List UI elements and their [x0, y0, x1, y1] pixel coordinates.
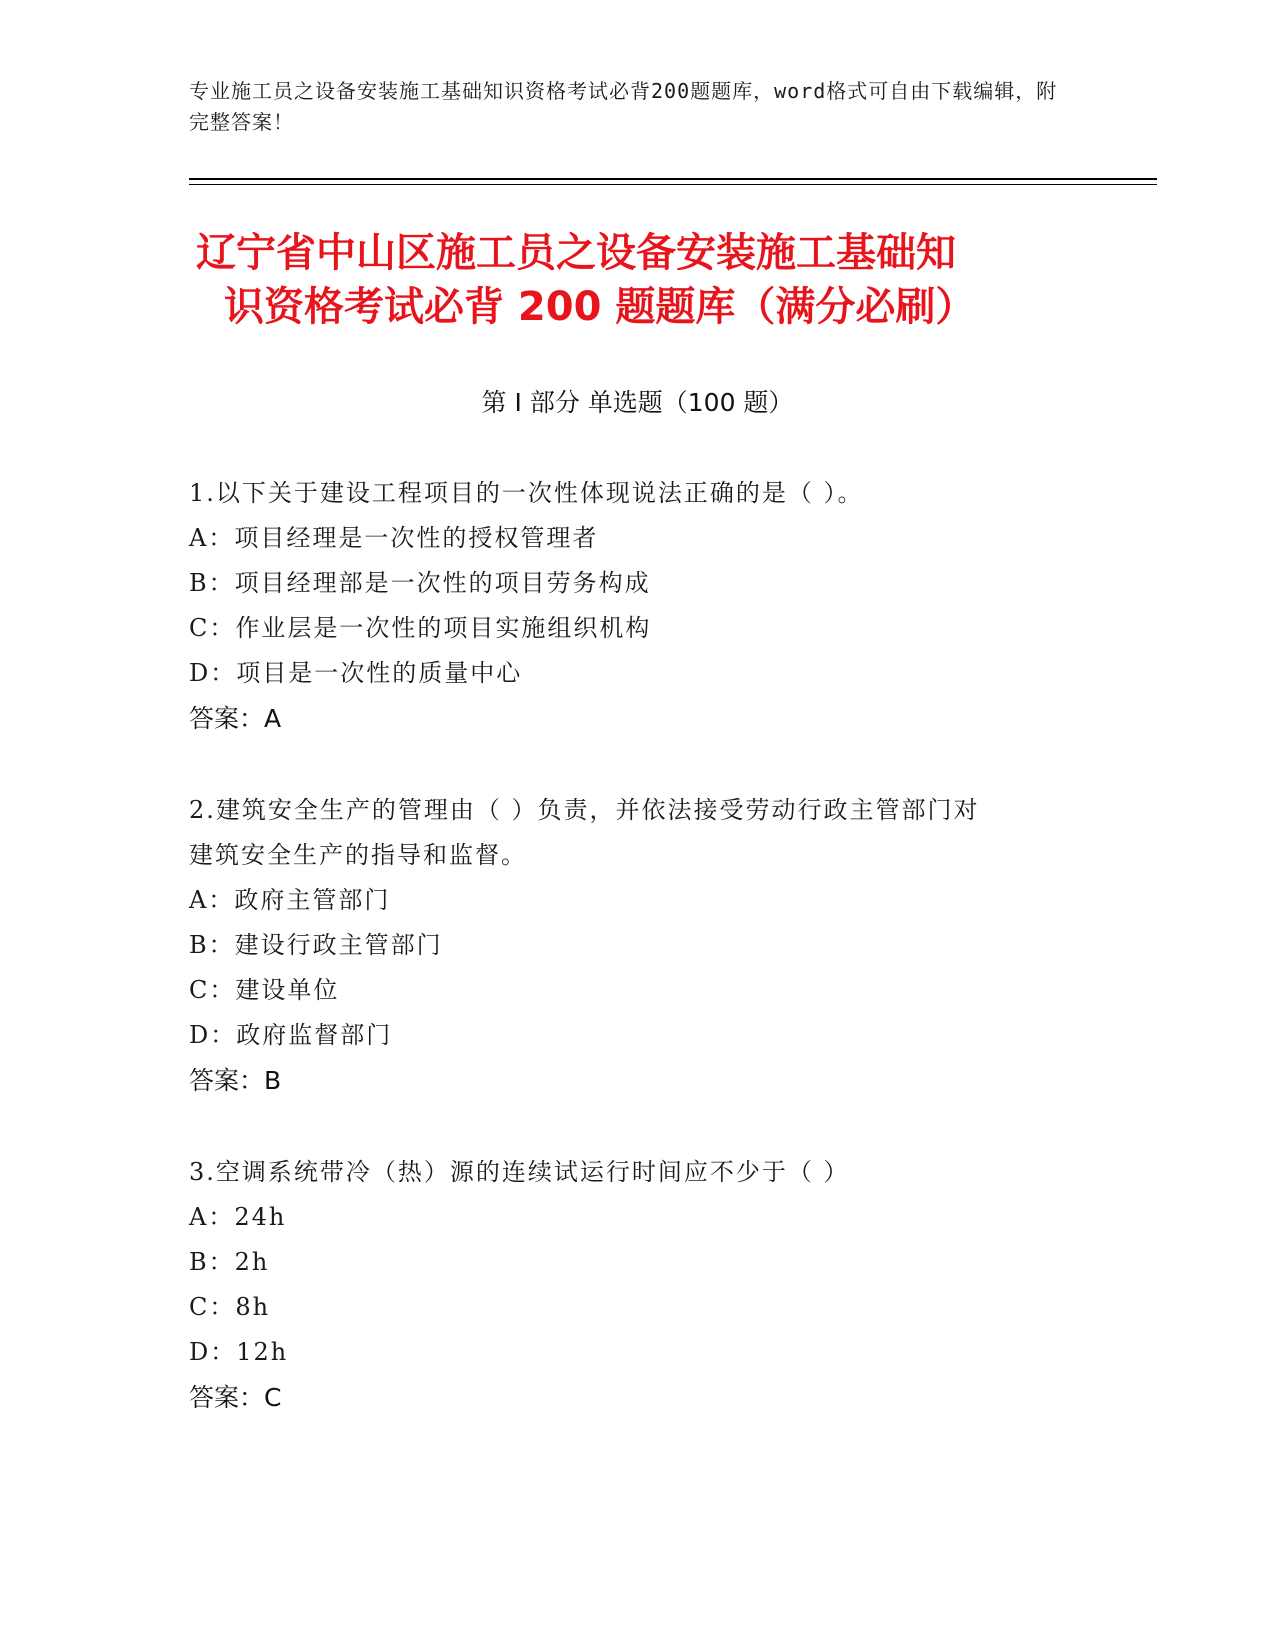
document-title-line-2: 识资格考试必背 200 题题库（满分必刷）	[224, 284, 976, 330]
question-stem	[189, 471, 1089, 516]
option-c: C：作业层是一次性的项目实施组织机构	[189, 614, 652, 642]
question-stem-line: 2.建筑安全生产的管理由（ ）负责，并依法接受劳动行政主管部门对	[189, 796, 980, 824]
option-c: C：8h	[189, 1293, 271, 1321]
option-a: A：项目经理是一次性的授权管理者	[189, 524, 599, 552]
option-b: B：建设行政主管部门	[189, 931, 443, 959]
question-stem-line: 3.空调系统带冷（热）源的连续试运行时间应不少于（ ）	[189, 1158, 850, 1186]
question-stem-line: 建筑安全生产的指导和监督。	[189, 841, 527, 869]
question-3	[189, 1150, 1089, 1420]
answer-label: 答案：C	[189, 1383, 282, 1412]
question-stem-line: 1.以下关于建设工程项目的一次性体现说法正确的是（ ）。	[189, 479, 864, 507]
document-title	[196, 226, 1096, 334]
option-d: D：政府监督部门	[189, 1021, 393, 1049]
option-c: C：建设单位	[189, 976, 340, 1004]
option-a: A：政府主管部门	[189, 886, 391, 914]
question-stem	[189, 788, 1089, 878]
answer-label: 答案：A	[189, 704, 282, 733]
question-1	[189, 471, 1089, 741]
option-d: D：项目是一次性的质量中心	[189, 659, 523, 687]
option-b: B：2h	[189, 1248, 270, 1276]
document-title-line-1: 辽宁省中山区施工员之设备安装施工基础知	[196, 230, 956, 276]
question-stem	[189, 1150, 1089, 1195]
section-heading: 第 I 部分 单选题（100 题）	[481, 388, 794, 417]
question-2	[189, 788, 1089, 1103]
answer-label: 答案：B	[189, 1066, 282, 1095]
option-a: A：24h	[189, 1203, 287, 1231]
header-note: 专业施工员之设备安装施工基础知识资格考试必背200题题库，word格式可自由下载编辑，附完整答案！	[189, 79, 1058, 134]
option-b: B：项目经理部是一次性的项目劳务构成	[189, 569, 651, 597]
header-rule-thick	[189, 178, 1157, 180]
option-d: D：12h	[189, 1338, 289, 1366]
header-rule-thin	[189, 184, 1157, 185]
